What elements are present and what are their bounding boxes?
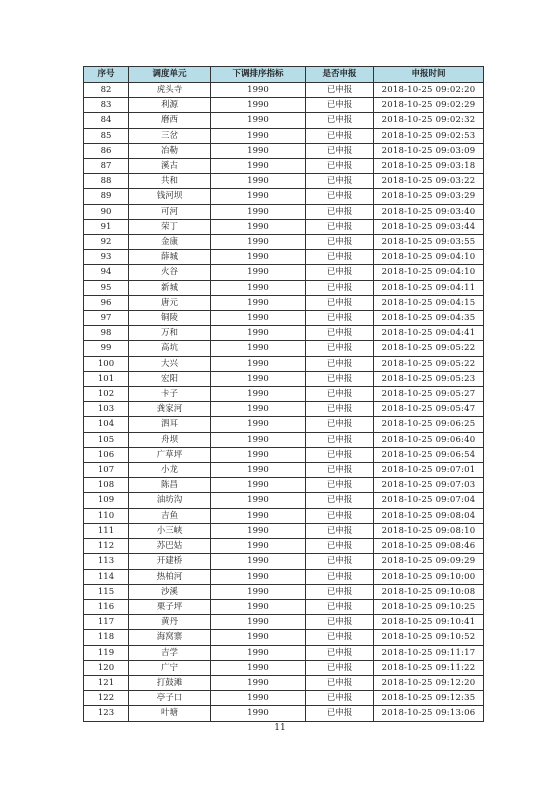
cell-declared: 已申报 <box>306 341 374 356</box>
cell-ranking-index: 1990 <box>211 493 306 508</box>
cell-ranking-index: 1990 <box>211 326 306 341</box>
cell-ranking-index: 1990 <box>211 235 306 250</box>
cell-index: 102 <box>84 387 129 402</box>
cell-index: 121 <box>84 675 129 690</box>
cell-declare-time: 2018-10-25 09:02:53 <box>374 128 484 143</box>
cell-ranking-index: 1990 <box>211 599 306 614</box>
table-header <box>84 67 484 83</box>
cell-index: 83 <box>84 98 129 113</box>
table-row <box>84 630 484 645</box>
table-row <box>84 356 484 371</box>
cell-ranking-index: 1990 <box>211 584 306 599</box>
table-row <box>84 189 484 204</box>
cell-ranking-index: 1990 <box>211 675 306 690</box>
cell-index: 95 <box>84 280 129 295</box>
table-row <box>84 280 484 295</box>
cell-unit: 冶勒 <box>129 143 211 158</box>
cell-declared: 已申报 <box>306 584 374 599</box>
cell-declare-time: 2018-10-25 09:11:22 <box>374 660 484 675</box>
table-row <box>84 691 484 706</box>
cell-declared: 已申报 <box>306 83 374 98</box>
cell-unit: 虎头寺 <box>129 83 211 98</box>
cell-unit: 火谷 <box>129 265 211 280</box>
cell-index: 117 <box>84 615 129 630</box>
cell-declare-time: 2018-10-25 09:04:10 <box>374 265 484 280</box>
cell-ranking-index: 1990 <box>211 691 306 706</box>
cell-ranking-index: 1990 <box>211 219 306 234</box>
cell-unit: 沙溪 <box>129 584 211 599</box>
cell-declared: 已申报 <box>306 295 374 310</box>
cell-ranking-index: 1990 <box>211 204 306 219</box>
cell-declare-time: 2018-10-25 09:06:40 <box>374 432 484 447</box>
cell-index: 103 <box>84 402 129 417</box>
cell-index: 89 <box>84 189 129 204</box>
cell-declare-time: 2018-10-25 09:08:10 <box>374 523 484 538</box>
cell-declare-time: 2018-10-25 09:05:27 <box>374 387 484 402</box>
cell-unit: 广草坪 <box>129 447 211 462</box>
cell-declare-time: 2018-10-25 09:11:17 <box>374 645 484 660</box>
table-row <box>84 371 484 386</box>
cell-declared: 已申报 <box>306 478 374 493</box>
cell-declared: 已申报 <box>306 645 374 660</box>
cell-index: 114 <box>84 569 129 584</box>
table-row <box>84 584 484 599</box>
cell-declare-time: 2018-10-25 09:04:10 <box>374 250 484 265</box>
cell-declared: 已申报 <box>306 447 374 462</box>
table-row <box>84 508 484 523</box>
cell-ranking-index: 1990 <box>211 250 306 265</box>
cell-ranking-index: 1990 <box>211 189 306 204</box>
cell-declared: 已申报 <box>306 128 374 143</box>
table-row <box>84 417 484 432</box>
table-row <box>84 113 484 128</box>
cell-ranking-index: 1990 <box>211 417 306 432</box>
cell-ranking-index: 1990 <box>211 554 306 569</box>
cell-declared: 已申报 <box>306 356 374 371</box>
cell-ranking-index: 1990 <box>211 402 306 417</box>
cell-declare-time: 2018-10-25 09:05:22 <box>374 341 484 356</box>
table-row <box>84 326 484 341</box>
cell-declared: 已申报 <box>306 98 374 113</box>
cell-unit: 荣丁 <box>129 219 211 234</box>
cell-ranking-index: 1990 <box>211 98 306 113</box>
cell-ranking-index: 1990 <box>211 615 306 630</box>
cell-unit: 亭子口 <box>129 691 211 706</box>
table-row <box>84 569 484 584</box>
cell-declared: 已申报 <box>306 159 374 174</box>
cell-declare-time: 2018-10-25 09:03:55 <box>374 235 484 250</box>
table-row <box>84 478 484 493</box>
table-row <box>84 295 484 310</box>
table-row <box>84 265 484 280</box>
cell-declare-time: 2018-10-25 09:08:46 <box>374 539 484 554</box>
cell-unit: 舟坝 <box>129 432 211 447</box>
cell-ranking-index: 1990 <box>211 478 306 493</box>
cell-unit: 新城 <box>129 280 211 295</box>
cell-unit: 油坊沟 <box>129 493 211 508</box>
cell-declare-time: 2018-10-25 09:03:44 <box>374 219 484 234</box>
cell-declared: 已申报 <box>306 691 374 706</box>
cell-unit: 金康 <box>129 235 211 250</box>
declaration-table <box>83 66 484 722</box>
cell-ranking-index: 1990 <box>211 539 306 554</box>
page-number: 11 <box>274 723 286 733</box>
cell-index: 112 <box>84 539 129 554</box>
cell-declared: 已申报 <box>306 554 374 569</box>
cell-declare-time: 2018-10-25 09:03:22 <box>374 174 484 189</box>
table-row <box>84 143 484 158</box>
cell-declared: 已申报 <box>306 402 374 417</box>
cell-declared: 已申报 <box>306 523 374 538</box>
cell-unit: 栗子坪 <box>129 599 211 614</box>
cell-index: 109 <box>84 493 129 508</box>
header-declare-time: 申报时间 <box>374 67 484 83</box>
cell-ranking-index: 1990 <box>211 265 306 280</box>
cell-unit: 开建桥 <box>129 554 211 569</box>
table-row <box>84 675 484 690</box>
cell-index: 93 <box>84 250 129 265</box>
cell-declare-time: 2018-10-25 09:02:32 <box>374 113 484 128</box>
cell-declared: 已申报 <box>306 265 374 280</box>
cell-declare-time: 2018-10-25 09:06:25 <box>374 417 484 432</box>
cell-declared: 已申报 <box>306 189 374 204</box>
cell-declared: 已申报 <box>306 311 374 326</box>
cell-declare-time: 2018-10-25 09:04:11 <box>374 280 484 295</box>
table-row <box>84 387 484 402</box>
table-row <box>84 615 484 630</box>
cell-index: 82 <box>84 83 129 98</box>
cell-ranking-index: 1990 <box>211 280 306 295</box>
cell-declare-time: 2018-10-25 09:02:29 <box>374 98 484 113</box>
cell-ranking-index: 1990 <box>211 371 306 386</box>
table-row <box>84 599 484 614</box>
cell-declare-time: 2018-10-25 09:10:52 <box>374 630 484 645</box>
cell-ranking-index: 1990 <box>211 128 306 143</box>
cell-index: 105 <box>84 432 129 447</box>
cell-declared: 已申报 <box>306 493 374 508</box>
cell-unit: 广宁 <box>129 660 211 675</box>
cell-unit: 卡子 <box>129 387 211 402</box>
cell-index: 119 <box>84 645 129 660</box>
cell-index: 113 <box>84 554 129 569</box>
header-declared: 是否申报 <box>306 67 374 83</box>
cell-declared: 已申报 <box>306 630 374 645</box>
cell-ranking-index: 1990 <box>211 356 306 371</box>
cell-unit: 大兴 <box>129 356 211 371</box>
cell-unit: 叶塘 <box>129 706 211 721</box>
cell-unit: 小龙 <box>129 463 211 478</box>
cell-declared: 已申报 <box>306 143 374 158</box>
cell-ranking-index: 1990 <box>211 508 306 523</box>
cell-declare-time: 2018-10-25 09:10:41 <box>374 615 484 630</box>
table-row <box>84 250 484 265</box>
cell-ranking-index: 1990 <box>211 523 306 538</box>
cell-declared: 已申报 <box>306 615 374 630</box>
table-row <box>84 660 484 675</box>
table-row <box>84 159 484 174</box>
table-row <box>84 539 484 554</box>
cell-declare-time: 2018-10-25 09:03:29 <box>374 189 484 204</box>
table-row <box>84 128 484 143</box>
cell-declared: 已申报 <box>306 113 374 128</box>
cell-declared: 已申报 <box>306 432 374 447</box>
table-row <box>84 645 484 660</box>
cell-ranking-index: 1990 <box>211 295 306 310</box>
cell-ranking-index: 1990 <box>211 432 306 447</box>
cell-ranking-index: 1990 <box>211 113 306 128</box>
cell-index: 108 <box>84 478 129 493</box>
cell-ranking-index: 1990 <box>211 645 306 660</box>
cell-declare-time: 2018-10-25 09:05:47 <box>374 402 484 417</box>
cell-index: 100 <box>84 356 129 371</box>
cell-ranking-index: 1990 <box>211 706 306 721</box>
cell-index: 98 <box>84 326 129 341</box>
cell-ranking-index: 1990 <box>211 83 306 98</box>
cell-declare-time: 2018-10-25 09:02:20 <box>374 83 484 98</box>
table-row <box>84 463 484 478</box>
cell-ranking-index: 1990 <box>211 143 306 158</box>
cell-declare-time: 2018-10-25 09:08:04 <box>374 508 484 523</box>
cell-unit: 利源 <box>129 98 211 113</box>
cell-declare-time: 2018-10-25 09:12:20 <box>374 675 484 690</box>
cell-declared: 已申报 <box>306 539 374 554</box>
cell-unit: 龚家河 <box>129 402 211 417</box>
cell-declare-time: 2018-10-25 09:05:23 <box>374 371 484 386</box>
cell-index: 116 <box>84 599 129 614</box>
cell-index: 123 <box>84 706 129 721</box>
cell-declare-time: 2018-10-25 09:13:06 <box>374 706 484 721</box>
cell-unit: 宏阳 <box>129 371 211 386</box>
cell-index: 115 <box>84 584 129 599</box>
cell-ranking-index: 1990 <box>211 569 306 584</box>
cell-declare-time: 2018-10-25 09:07:04 <box>374 493 484 508</box>
cell-declared: 已申报 <box>306 219 374 234</box>
cell-declare-time: 2018-10-25 09:04:35 <box>374 311 484 326</box>
cell-index: 97 <box>84 311 129 326</box>
cell-declared: 已申报 <box>306 174 374 189</box>
table-row <box>84 402 484 417</box>
header-index: 序号 <box>84 67 129 83</box>
cell-declared: 已申报 <box>306 508 374 523</box>
cell-unit: 苏巴姑 <box>129 539 211 554</box>
cell-declare-time: 2018-10-25 09:10:00 <box>374 569 484 584</box>
cell-unit: 吉鱼 <box>129 508 211 523</box>
cell-index: 96 <box>84 295 129 310</box>
table-row <box>84 204 484 219</box>
table-row <box>84 523 484 538</box>
cell-unit: 溪古 <box>129 159 211 174</box>
cell-unit: 打鼓滩 <box>129 675 211 690</box>
cell-unit: 陈昌 <box>129 478 211 493</box>
header-unit: 调度单元 <box>129 67 211 83</box>
header-row <box>84 67 484 83</box>
cell-ranking-index: 1990 <box>211 311 306 326</box>
cell-declare-time: 2018-10-25 09:04:41 <box>374 326 484 341</box>
table-row <box>84 98 484 113</box>
cell-index: 110 <box>84 508 129 523</box>
cell-index: 104 <box>84 417 129 432</box>
cell-index: 86 <box>84 143 129 158</box>
cell-declared: 已申报 <box>306 371 374 386</box>
cell-declared: 已申报 <box>306 675 374 690</box>
cell-declared: 已申报 <box>306 417 374 432</box>
cell-index: 90 <box>84 204 129 219</box>
cell-unit: 高坑 <box>129 341 211 356</box>
cell-declare-time: 2018-10-25 09:03:18 <box>374 159 484 174</box>
cell-unit: 万和 <box>129 326 211 341</box>
table-body <box>84 83 484 722</box>
cell-ranking-index: 1990 <box>211 630 306 645</box>
cell-unit: 泗耳 <box>129 417 211 432</box>
cell-declare-time: 2018-10-25 09:10:25 <box>374 599 484 614</box>
cell-declared: 已申报 <box>306 599 374 614</box>
cell-declare-time: 2018-10-25 09:05:22 <box>374 356 484 371</box>
table-row <box>84 341 484 356</box>
cell-ranking-index: 1990 <box>211 447 306 462</box>
cell-unit: 共和 <box>129 174 211 189</box>
cell-declare-time: 2018-10-25 09:03:09 <box>374 143 484 158</box>
cell-unit: 小三峡 <box>129 523 211 538</box>
table-row <box>84 219 484 234</box>
cell-index: 94 <box>84 265 129 280</box>
cell-declare-time: 2018-10-25 09:07:01 <box>374 463 484 478</box>
cell-declare-time: 2018-10-25 09:06:54 <box>374 447 484 462</box>
cell-unit: 唐元 <box>129 295 211 310</box>
cell-unit: 磨西 <box>129 113 211 128</box>
cell-index: 91 <box>84 219 129 234</box>
cell-unit: 热柏河 <box>129 569 211 584</box>
cell-index: 111 <box>84 523 129 538</box>
cell-index: 120 <box>84 660 129 675</box>
table-row <box>84 311 484 326</box>
table-row <box>84 235 484 250</box>
cell-ranking-index: 1990 <box>211 387 306 402</box>
header-ranking-index: 下调排序指标 <box>211 67 306 83</box>
cell-declare-time: 2018-10-25 09:03:40 <box>374 204 484 219</box>
cell-index: 118 <box>84 630 129 645</box>
cell-unit: 钱河坝 <box>129 189 211 204</box>
table-row <box>84 432 484 447</box>
cell-ranking-index: 1990 <box>211 174 306 189</box>
cell-index: 84 <box>84 113 129 128</box>
cell-declare-time: 2018-10-25 09:04:15 <box>374 295 484 310</box>
table-row <box>84 447 484 462</box>
cell-unit: 吉学 <box>129 645 211 660</box>
cell-declared: 已申报 <box>306 250 374 265</box>
cell-index: 88 <box>84 174 129 189</box>
cell-unit: 海窝寨 <box>129 630 211 645</box>
cell-index: 122 <box>84 691 129 706</box>
cell-declared: 已申报 <box>306 326 374 341</box>
cell-index: 99 <box>84 341 129 356</box>
cell-declared: 已申报 <box>306 706 374 721</box>
cell-unit: 黄丹 <box>129 615 211 630</box>
table-row <box>84 493 484 508</box>
cell-index: 85 <box>84 128 129 143</box>
cell-declare-time: 2018-10-25 09:07:03 <box>374 478 484 493</box>
table-row <box>84 706 484 721</box>
cell-declare-time: 2018-10-25 09:10:08 <box>374 584 484 599</box>
cell-declared: 已申报 <box>306 280 374 295</box>
cell-declared: 已申报 <box>306 387 374 402</box>
cell-index: 87 <box>84 159 129 174</box>
cell-index: 106 <box>84 447 129 462</box>
table-row <box>84 83 484 98</box>
table-row <box>84 174 484 189</box>
cell-unit: 三岔 <box>129 128 211 143</box>
cell-declare-time: 2018-10-25 09:12:35 <box>374 691 484 706</box>
cell-declare-time: 2018-10-25 09:09:29 <box>374 554 484 569</box>
cell-unit: 薛城 <box>129 250 211 265</box>
cell-declared: 已申报 <box>306 660 374 675</box>
cell-declared: 已申报 <box>306 235 374 250</box>
cell-index: 92 <box>84 235 129 250</box>
cell-index: 107 <box>84 463 129 478</box>
cell-ranking-index: 1990 <box>211 660 306 675</box>
cell-ranking-index: 1990 <box>211 159 306 174</box>
table-row <box>84 554 484 569</box>
cell-declared: 已申报 <box>306 569 374 584</box>
cell-index: 101 <box>84 371 129 386</box>
cell-ranking-index: 1990 <box>211 463 306 478</box>
cell-unit: 可河 <box>129 204 211 219</box>
cell-declared: 已申报 <box>306 204 374 219</box>
cell-declared: 已申报 <box>306 463 374 478</box>
cell-ranking-index: 1990 <box>211 341 306 356</box>
cell-unit: 铜陵 <box>129 311 211 326</box>
